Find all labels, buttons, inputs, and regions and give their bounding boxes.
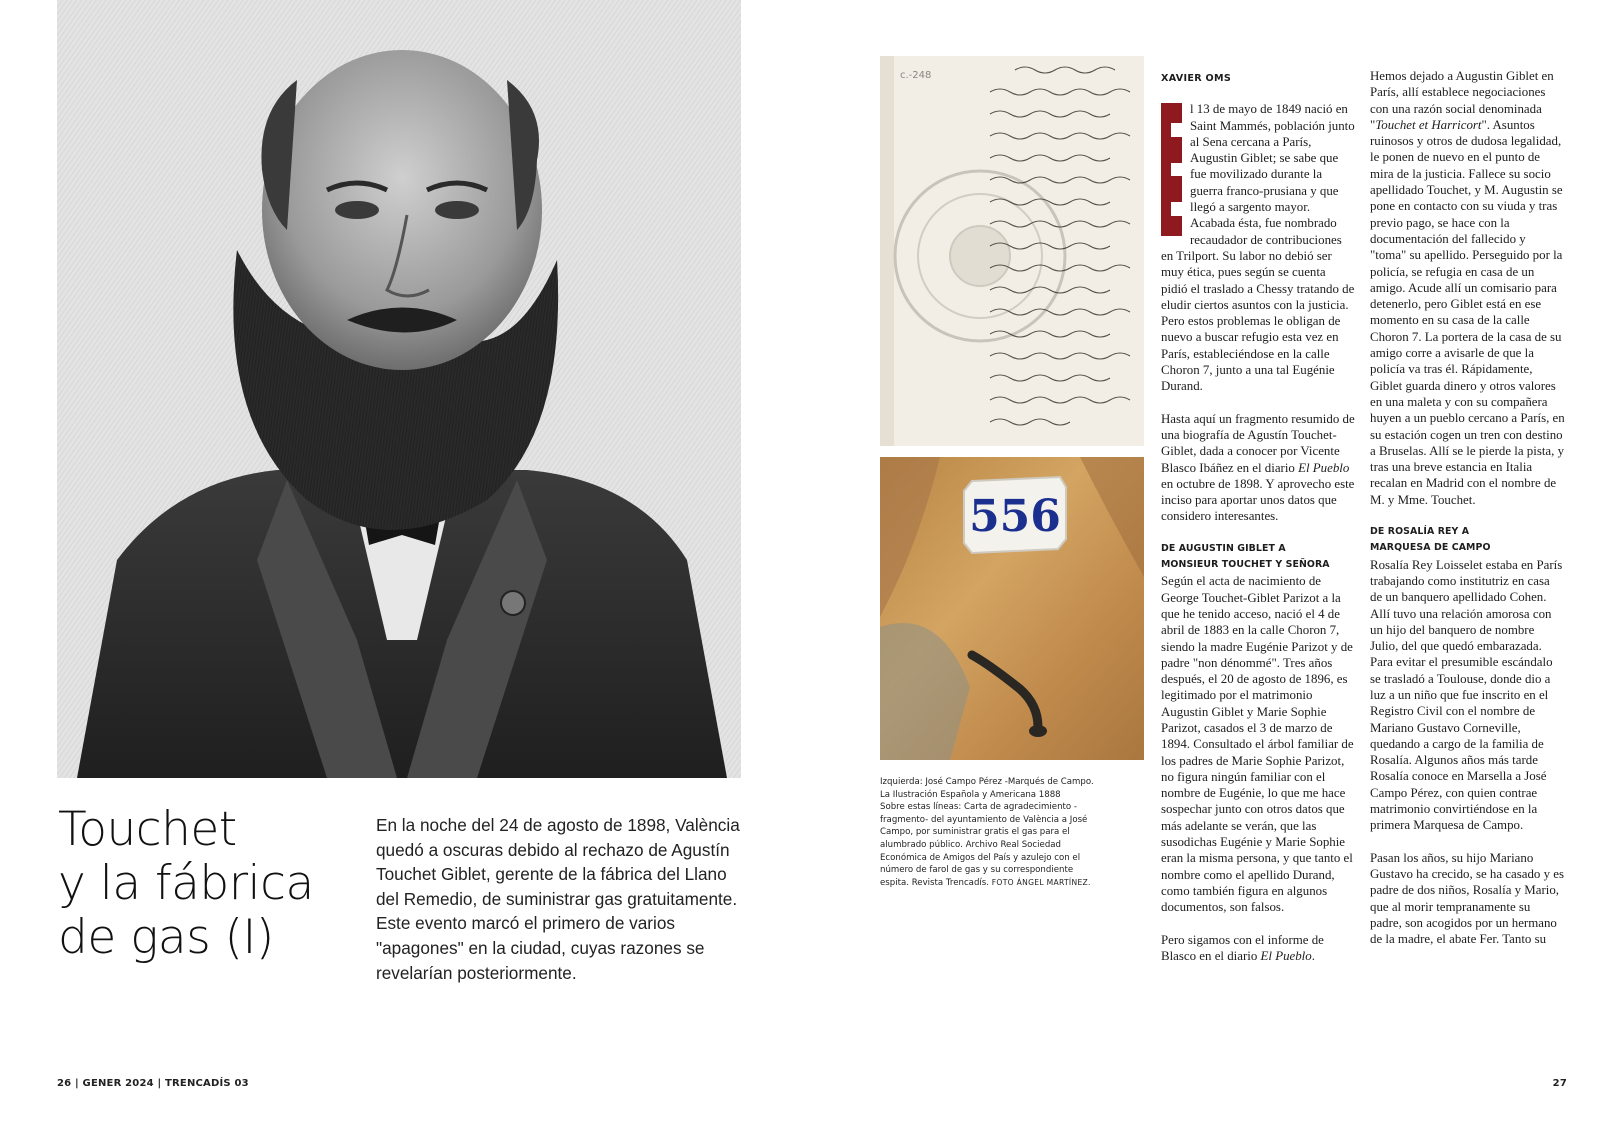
caption-portrait: Izquierda: José Campo Pérez -Marqués de Campo. La Ilustración Española y Americana 1888 <box>880 777 1094 800</box>
gas-lamp-number-tile-image <box>880 457 1144 760</box>
newspaper-name: El Pueblo <box>1298 460 1350 475</box>
handwritten-letter-image <box>880 56 1144 446</box>
article-paragraph-2a: Hasta aquí un fragmento resumido de una biografía de Agustín Touchet-Giblet, dada a conocer por Vicente Blasco Ibáñez en el diario <box>1161 411 1355 475</box>
subheading-2 <box>1370 524 1565 557</box>
caption-images: Sobre estas líneas: Carta de agradecimiento -fragmento- del ayuntamiento de València a José Campo, por suministrar gratis el gas para el alumbrado público. Archivo Real Sociedad Económica de Amigos del País y azulejo con el número de farol de gas y su correspondiente espita. Revista Trencadís. <box>880 802 1088 888</box>
article-paragraph-1: l 13 de mayo de 1849 nació en Saint Mammés, población junto al Sena cercana a París, Augustin Giblet; se sabe que fue movilizado durante la guerra franco-prusiana y que llegó a sargento mayor. Acabada ésta, fue nombrado recaudador de contribuciones en Trilport. Su labor no debió ser muy ética, pues según se cuenta pidió el traslado a Chessy tratando de eludir ciertos asuntos con la justicia. Pero estos problemas le obligan de nuevo a buscar refugio esta vez en París, estableciéndose en la calle Choron 7, junto a una tal Eugénie Durand. <box>1161 102 1355 394</box>
article-paragraph-4b: . <box>1311 948 1315 963</box>
subheading-1-line-2: MONSIEUR TOUCHET Y SEÑORA <box>1161 559 1330 571</box>
article-paragraph-7: Pasan los años, su hijo Mariano Gustavo ha crecido, se ha casado y es padre de dos niños, Rosalía y Mario, que al morir tempranamente su padre, son acogidos por un hermano de la madre, el abate Fer. Tanto su <box>1370 850 1565 947</box>
article-paragraph-4a: Pero sigamos con el informe de Blasco en el diario <box>1161 932 1324 963</box>
article-column-2 <box>1370 68 1565 947</box>
subheading-1-line-1: DE AUGUSTIN GIBLET A <box>1161 542 1286 554</box>
headline-line-1: Touchet <box>58 802 237 857</box>
article-lead: En la noche del 24 de agosto de 1898, València quedó a oscuras debido al rechazo de Agustín Touchet Giblet, gerente de la fábrica del Llano del Remedio, de suministrar gas gratuitamente. Este evento marcó el primero de varios "apagones" en la ciudad, cuyas razones se revelarían posteriormente. <box>376 815 740 983</box>
image-caption <box>880 776 1102 889</box>
plate-number: 556 <box>969 491 1061 542</box>
article-paragraph-5b: ". Asuntos ruinosos y otros de dudosa legalidad, le ponen de nuevo en el punto de mira de la justicia. Fallece su socio apellidado Touchet, y M. Augustin se pone en contacto con su viuda y tras previo pago, se hace con la documentación del fallecido y "toma" su apellido. Perseguido por la policía, se refugia en casa de un amigo. Acude allí un comisario para detenerlo, pero Giblet está en ese momento en su casa de la calle Choron 7. La portera de la casa de su amigo corre a avisarle de que la policía va tras él. Rápidamente, Giblet guarda dinero y otros valores en una maleta y con su compañera huyen a un pueblo cercano a París, en su estación cogen un tren con destino a Bruselas. Allí se le pierde la pista, y tras una breve estancia en Italia recalan en Madrid con el nombre de M. y Mme. Touchet. <box>1370 117 1565 507</box>
subheading-2-line-2: MARQUESA DE CAMPO <box>1370 542 1491 554</box>
article-column-1 <box>1161 68 1355 964</box>
article-paragraph-5a: Hemos dejado a Augustin Giblet en París, allí establece negociaciones con una razón social denominada " <box>1370 69 1554 132</box>
article-paragraph-3: Según el acta de nacimiento de George Touchet-Giblet Parizot a la que he tenido acceso, nació el 4 de abril de 1883 en la calle Choron 7, siendo la madre Eugénie Parizot y de padre "non dénommé". Tres años después, el 20 de agosto de 1896, es legitimado por el matrimonio Augustin Giblet y Marie Sophie Parizot, casados el 3 de marzo de 1894. Consultado el árbol familiar de los padres de Marie Sophie Parizot, no figura ningún familiar con el nombre de Eugénie, lo que me hace sospechar junto con otros datos que más adelante se verán, que las susodichas Eugénie y Marie Sophie eran la misma persona, y que tanto el nombre como el apellido Durand, como también figura en algunos documentos, son falsos. <box>1161 574 1354 915</box>
photo-credit: FOTO ÁNGEL MARTÍNEZ. <box>991 877 1091 887</box>
article-paragraph-6: Rosalía Rey Loisselet estaba en París trabajando como institutriz en casa de un banquero apellidado Cohen. Allí tuvo una relación amorosa con un hijo del banquero de nombre Julio, del que quedó embarazada. Para evitar el presumible escándalo se trasladó a Toulouse, donde dio a luz a un niño que fue inscrito en el Registro Civil con el nombre de Mariano Gustavo Corneville, quedando a cargo de la familia de Rosalía. Algunos años más tarde Rosalía conoce en Marsella a José Campo Pérez, con quien contrae matrimonio convirtiéndose en la primera Marquesa de Campo. <box>1370 557 1563 833</box>
subheading-1 <box>1161 541 1355 574</box>
folio-left: 26 | GENER 2024 | TRENCADÍS 03 <box>57 1078 249 1089</box>
headline-line-2: y la fábrica <box>58 856 314 911</box>
author-byline: XAVIER OMS <box>1161 73 1232 84</box>
portrait-engraving <box>57 0 741 778</box>
article-headline <box>58 803 358 965</box>
headline-line-3: de gas (I) <box>58 910 274 965</box>
folio-right: 27 <box>1552 1078 1567 1089</box>
article-paragraph-2b: en octubre de 1898. Y aprovecho este inciso para aportar unos datos que considero interesantes. <box>1161 476 1355 524</box>
letter-reference: c.-248 <box>900 70 932 81</box>
company-name: Touchet et Harricort <box>1375 117 1482 132</box>
subheading-2-line-1: DE ROSALÍA REY A <box>1370 526 1470 538</box>
newspaper-name-2: El Pueblo <box>1260 948 1312 963</box>
drop-cap-e <box>1161 103 1182 236</box>
